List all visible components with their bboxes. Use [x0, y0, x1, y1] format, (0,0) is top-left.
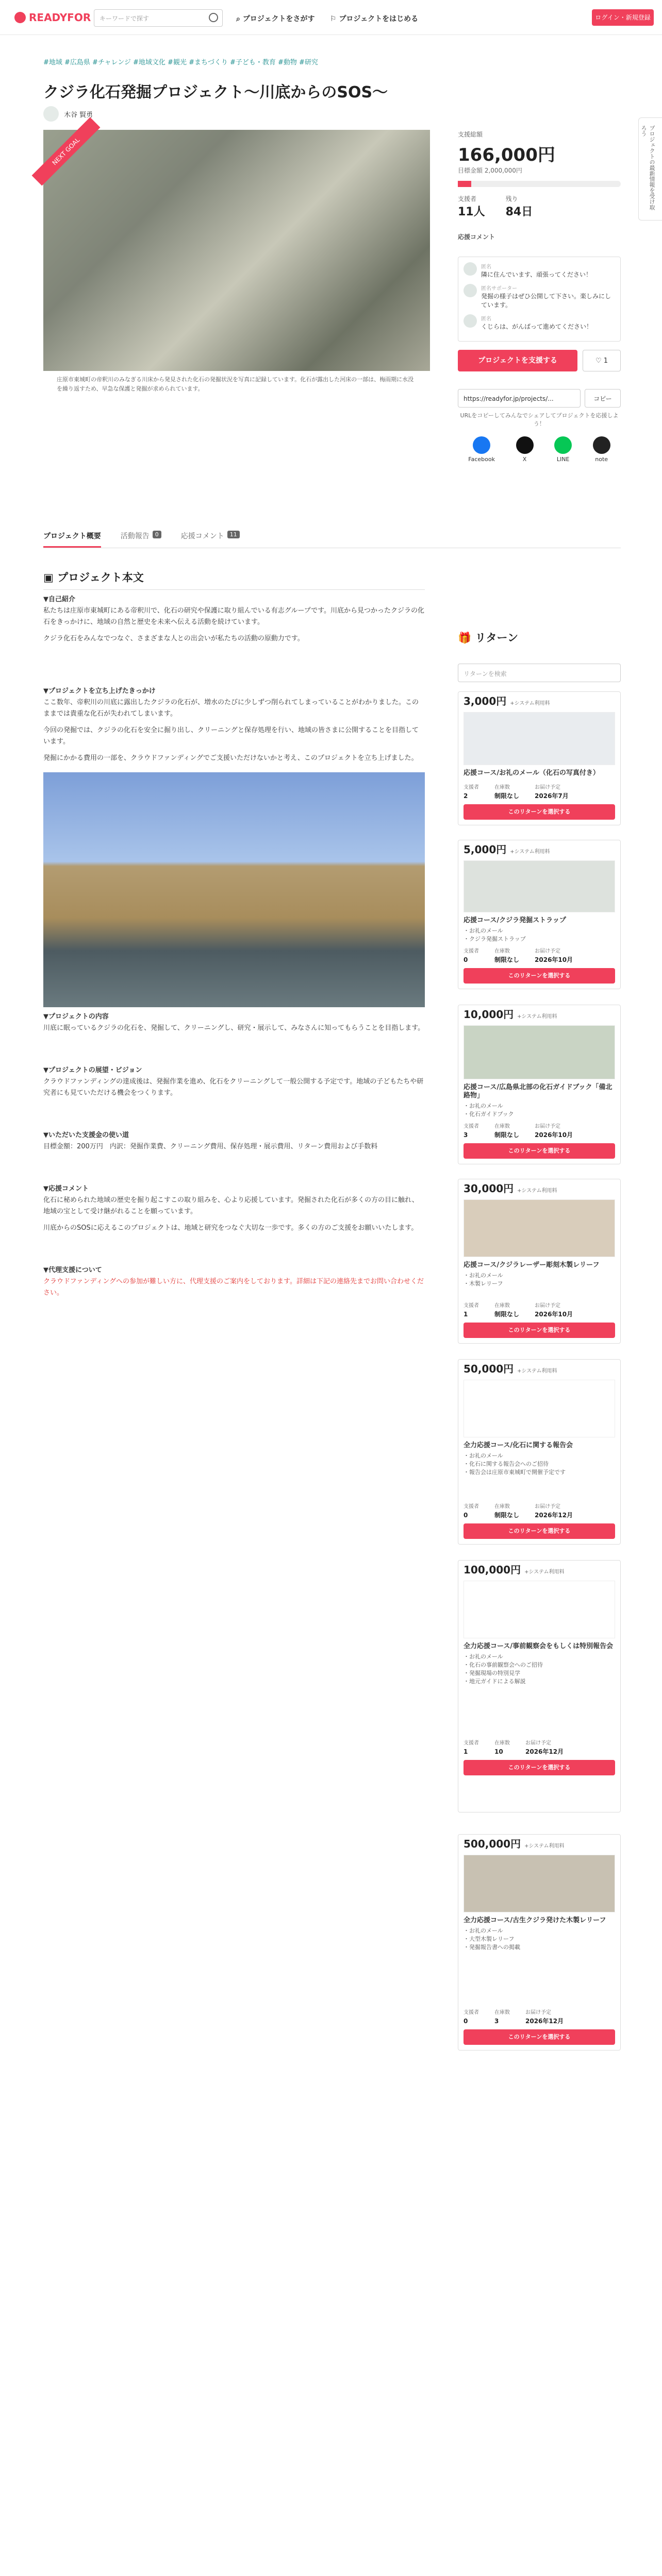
- section-proxy-support: ▼代理支援について: [43, 1266, 102, 1274]
- reward-price: 500,000円 +システム利用料: [464, 1838, 565, 1850]
- body-heading: ▣ プロジェクト本文: [43, 572, 425, 590]
- reward-meta: [464, 1503, 615, 1519]
- reward-card[interactable]: [458, 1560, 621, 1812]
- reward-meta: [464, 1739, 615, 1756]
- comments-count-badge: 11: [227, 531, 240, 538]
- comment-text: 発掘の様子はぜひ公開して下さい。楽しみにしています。: [481, 293, 611, 309]
- nav-find-label: プロジェクトをさがす: [242, 15, 315, 23]
- reward-delivery: お届け予定 2026年10月: [535, 948, 573, 963]
- reward-meta: [464, 1123, 615, 1139]
- section-motivation: ▼プロジェクトを立ち上げたきっかけ: [43, 687, 156, 695]
- commenter-name: 匿名: [481, 264, 491, 270]
- reward-description: ・お礼のメール ・大型木製レリーフ ・発掘報告書への掲載: [464, 1927, 520, 1951]
- paragraph: ここ数年、帝釈川の川底に露出したクジラの化石が、増水のたびに少しずつ削られてしまっていることがわかりました。このままでは貴重な化石が失われてしまいます。: [43, 699, 419, 718]
- reward-description: ・お礼のメール ・化石ガイドブック: [464, 1103, 514, 1117]
- facebook-icon: [473, 436, 490, 454]
- paragraph: 川底からのSOSに応えるこのプロジェクトは、地域と研究をつなぐ大切な一歩です。多くの方のご支援をお願いいたします。: [43, 1224, 418, 1232]
- reward-supporters: 支援者 1: [464, 1303, 479, 1318]
- goal-amount: 目標金額 2,000,000円: [458, 167, 522, 174]
- share-facebook[interactable]: [468, 436, 495, 463]
- section-content: ▼プロジェクトの内容: [43, 1013, 109, 1021]
- reward-card[interactable]: [458, 691, 621, 825]
- favorite-button[interactable]: ♡ 1: [583, 350, 621, 371]
- reward-stock: 在庫数 制限なし: [494, 1504, 520, 1519]
- reward-description: ・お礼のメール ・クジラ発掘ストラップ: [464, 927, 526, 942]
- reward-image: [464, 1199, 615, 1257]
- reward-description: ・お礼のメール ・木製レリーフ: [464, 1272, 503, 1287]
- reward-supporters: 支援者 0: [464, 948, 479, 963]
- reward-card[interactable]: [458, 1834, 621, 2050]
- paragraph: 川底に眠っているクジラの化石を、発掘して、クリーニングし、研究・展示して、みなさんに知ってもらうことを目指します。: [43, 1024, 425, 1032]
- reward-price: 3,000円 +システム利用料: [464, 695, 550, 707]
- section-self-intro: ▼自己紹介: [43, 596, 75, 603]
- reward-price: 100,000円 +システム利用料: [464, 1564, 565, 1576]
- project-sidebar: [458, 130, 621, 463]
- reward-delivery: お届け予定 2026年12月: [525, 1740, 564, 1755]
- share-note: URLをコピーしてみんなでシェアしてプロジェクトを応援しよう！: [460, 412, 619, 427]
- readyfor-logo[interactable]: [14, 11, 91, 24]
- reward-price: 30,000円 +システム利用料: [464, 1182, 557, 1195]
- rewards-heading: 🎁 リターン: [458, 632, 519, 644]
- section-vision: ▼プロジェクトの展望・ビジョン: [43, 1066, 142, 1074]
- section-fund-usage: ▼いただいた支援金の使い道: [43, 1131, 129, 1139]
- paragraph: 私たちは庄原市東城町にある帝釈川で、化石の研究や保護に取り組んでいる有志グループです。川底から見つかったクジラの化石をきっかけに、地域の自然と歴史を未来へ伝える活動を続けています。: [43, 607, 425, 626]
- paragraph: 今回の発掘では、クジラの化石を安全に掘り出し、クリーニングと保存処理を行い、地域の皆さまに公開することを目指しています。: [43, 726, 419, 745]
- reward-stock: 在庫数 3: [494, 2010, 510, 2025]
- follow-updates-button[interactable]: プロジェクトの最新情報を受け取ろう: [638, 117, 662, 221]
- facebook-label: Facebook: [468, 456, 495, 463]
- reward-delivery: お届け予定 2026年12月: [525, 2010, 564, 2025]
- commenter-name: 匿名サポーター: [481, 286, 517, 292]
- comment-item: [464, 262, 615, 279]
- reward-meta: [464, 784, 615, 800]
- section-messages: ▼応援コメント: [43, 1185, 89, 1193]
- comment-item: [464, 284, 615, 309]
- support-project-button[interactable]: プロジェクトを支援する: [458, 350, 577, 371]
- reward-search-input[interactable]: リターンを検索: [458, 664, 621, 682]
- reward-supporters: 支援者 1: [464, 1740, 479, 1755]
- share-line[interactable]: [554, 436, 572, 463]
- reward-delivery: お届け予定 2026年12月: [535, 1504, 573, 1519]
- copy-url-button[interactable]: コピー: [585, 389, 621, 408]
- tab-overview[interactable]: [43, 524, 101, 548]
- reward-name: 応援コース/クジラレーザー彫刻木製レリーフ: [464, 1261, 600, 1269]
- support-amount: 166,000円: [458, 145, 555, 165]
- reward-image: [464, 712, 615, 765]
- select-reward-button[interactable]: このリターンを選択する: [464, 968, 615, 984]
- note-label: note: [595, 456, 608, 463]
- login-button[interactable]: ログイン・新規登録: [592, 9, 654, 26]
- reward-card[interactable]: [458, 1005, 621, 1164]
- next-goal-ribbon: NEXT GOAL: [32, 117, 101, 186]
- reward-description: ・お礼のメール ・化石に関する報告会へのご招待 ・報告会は庄原市東城町で開催予定です: [464, 1452, 566, 1476]
- hero-image: [43, 130, 430, 371]
- reward-image: [464, 1581, 615, 1638]
- reward-name: 応援コース/広島県北部の化石ガイドブック「備北路物」: [464, 1083, 613, 1099]
- reward-stock: 在庫数 制限なし: [494, 1303, 520, 1318]
- reward-name: 全力応援コース/事前観察会をもしくは特別報告会: [464, 1642, 614, 1650]
- line-icon: [554, 436, 572, 454]
- progress-fill: [458, 181, 471, 187]
- reward-name: 応援コース/クジラ発掘ストラップ: [464, 917, 566, 924]
- tab-reports-label: 活動報告: [120, 532, 150, 540]
- commenter-avatar: [464, 262, 477, 276]
- owner-name[interactable]: 木谷 賢勇: [64, 111, 93, 119]
- reward-stock: 在庫数 制限なし: [494, 948, 520, 963]
- owner-avatar[interactable]: [43, 106, 59, 122]
- owner-info[interactable]: [43, 106, 93, 122]
- search-placeholder: キーワードで探す: [100, 15, 150, 22]
- select-reward-button[interactable]: このリターンを選択する: [464, 1323, 615, 1338]
- reward-supporters: 支援者 0: [464, 1504, 479, 1519]
- reward-description: ・お礼のメール ・化石の事前観察会へのご招待 ・発掘現場の特別見学 ・地元ガイドによる解説: [464, 1653, 543, 1685]
- search-icon[interactable]: [209, 13, 218, 22]
- hero-caption: 庄原市東城町の帝釈川のみなぎる川床から発見された化石の発掘状況を写真に記録しています。化石が露出した河床の一部は、梅雨期に水没を繰り返すため、早急な保護と発掘が求められています。: [57, 376, 414, 392]
- search-input[interactable]: [94, 9, 223, 27]
- river-photo: [43, 772, 425, 1007]
- site-header: [0, 0, 662, 35]
- tab-overview-label: プロジェクト概要: [43, 532, 101, 540]
- comment-item: [464, 314, 615, 331]
- reports-count-badge: 0: [153, 531, 161, 538]
- tag-list[interactable]: #地域 #広島県 #チャレンジ #地域文化 #観光 #まちづくり #子ども・教育 #動物 #研究: [43, 59, 318, 66]
- reward-delivery: お届け予定 2026年10月: [535, 1303, 573, 1318]
- days-left-label: 残り: [505, 195, 518, 202]
- paragraph: クジラ化石をみんなでつなぐ、さまざまな人との出会いが私たちの活動の原動力です。: [43, 635, 304, 642]
- paragraph: クラウドファンディングの達成後は、発掘作業を進め、化石をクリーニングして一般公開する予定です。地域の子どもたちや研究者にも見ていただける機会をつくります。: [43, 1078, 424, 1097]
- paragraph: クラウドファンディングへの参加が難しい方に、代理支援のご案内をしております。詳細は下記の連絡先までお問い合わせください。: [43, 1278, 424, 1297]
- reward-stock: 在庫数 制限なし: [494, 785, 520, 800]
- days-left: 84日: [505, 206, 533, 218]
- select-reward-button[interactable]: このリターンを選択する: [464, 804, 615, 820]
- reward-delivery: お届け予定 2026年7月: [535, 785, 569, 800]
- reward-price: 10,000円 +システム利用料: [464, 1008, 557, 1021]
- x-icon: [516, 436, 534, 454]
- project-title: クジラ化石発掘プロジェクト〜川底からのSOS〜: [43, 83, 388, 101]
- tab-comments-label: 応援コメント: [180, 532, 224, 540]
- reward-name: 応援コース/お礼のメール（化石の写真付き）: [464, 769, 600, 777]
- rewards-title: リターン: [475, 632, 519, 644]
- paragraph: 発掘にかかる費用の一部を、クラウドファンディングでご支援いただけないかと考え、このプロジェクトを立ち上げました。: [43, 754, 418, 762]
- reward-image: [464, 860, 615, 912]
- commenter-name: 匿名: [481, 316, 491, 322]
- commenter-avatar: [464, 284, 477, 297]
- support-total-label: 支援総額: [458, 131, 483, 138]
- project-tabs: [43, 524, 621, 548]
- reward-name: 全力応援コース/化石に関する報告会: [464, 1442, 573, 1449]
- reward-stock: 在庫数 10: [494, 1740, 510, 1755]
- logo-text: READYFOR: [29, 11, 91, 24]
- line-label: LINE: [556, 456, 570, 463]
- commenter-avatar: [464, 314, 477, 328]
- paragraph: 目標金額：200万円 内訳：発掘作業費、クリーニング費用、保存処理・展示費用、リターン費用および手数料: [43, 1143, 378, 1150]
- reward-supporters: 支援者 2: [464, 785, 479, 800]
- reward-delivery: お届け予定 2026年10月: [535, 1124, 573, 1139]
- nav-find-projects[interactable]: ⌕ プロジェクトをさがす: [236, 15, 315, 23]
- reward-meta: [464, 2009, 615, 2025]
- x-label: X: [522, 456, 527, 463]
- supporters-label: 支援者: [458, 195, 477, 202]
- select-reward-button[interactable]: このリターンを選択する: [464, 2029, 615, 2045]
- share-x[interactable]: [516, 436, 534, 463]
- reward-card[interactable]: [458, 840, 621, 989]
- reward-price: 5,000円 +システム利用料: [464, 843, 550, 856]
- progress-bar: [458, 181, 621, 187]
- select-reward-button[interactable]: このリターンを選択する: [464, 1143, 615, 1159]
- share-note-service[interactable]: [593, 436, 610, 463]
- paragraph: 化石に秘められた地域の歴史を掘り起こすこの取り組みを、心より応援しています。発掘された化石が多くの方の目に触れ、地域の宝として受け継がれることを願っています。: [43, 1196, 419, 1215]
- select-reward-button[interactable]: このリターンを選択する: [464, 1523, 615, 1539]
- supporters-count: 11人: [458, 206, 485, 218]
- reward-meta: [464, 1302, 615, 1318]
- reward-supporters: 支援者 3: [464, 1124, 479, 1139]
- note-icon: [593, 436, 610, 454]
- reward-meta: [464, 947, 615, 964]
- share-url-field[interactable]: https://readyfor.jp/projects/...: [458, 389, 581, 408]
- project-body: [43, 572, 425, 1304]
- reward-image: [464, 1380, 615, 1437]
- tab-comments[interactable]: [181, 524, 240, 548]
- body-heading-text: プロジェクト本文: [57, 571, 144, 584]
- reward-card[interactable]: [458, 1179, 621, 1344]
- reward-card[interactable]: [458, 1359, 621, 1545]
- reward-price: 50,000円 +システム利用料: [464, 1363, 557, 1375]
- reward-name: 全力応援コース/古生クジラ発けた木製レリーフ: [464, 1917, 606, 1924]
- nav-start-label: プロジェクトをはじめる: [339, 15, 419, 23]
- reward-stock: 在庫数 制限なし: [494, 1124, 520, 1139]
- select-reward-button[interactable]: このリターンを選択する: [464, 1760, 615, 1775]
- comment-text: 隣に住んでいます、頑張ってください！: [481, 271, 592, 278]
- reward-supporters: 支援者 0: [464, 2010, 479, 2025]
- logo-mark-icon: [14, 12, 26, 23]
- reward-image: [464, 1025, 615, 1079]
- comment-text: くじらは、がんばって進めてください！: [481, 323, 593, 330]
- tab-reports[interactable]: [121, 524, 161, 548]
- comments-heading: 応援コメント: [458, 233, 495, 241]
- comments-box[interactable]: [458, 257, 621, 342]
- nav-start-project[interactable]: ⚐ プロジェクトをはじめる: [330, 15, 419, 23]
- reward-image: [464, 1855, 615, 1912]
